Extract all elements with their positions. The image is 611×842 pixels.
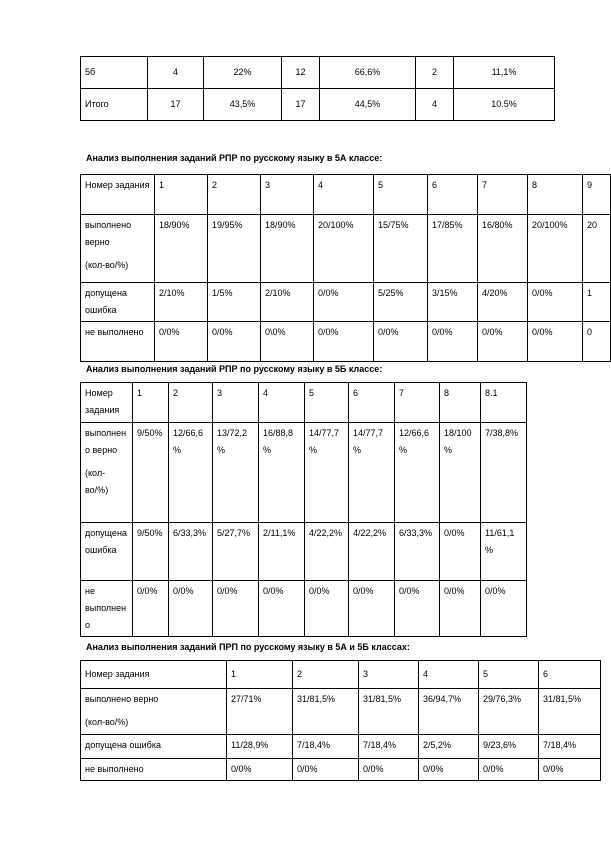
table-cell: 4	[416, 89, 454, 121]
table-cell: 0/0%	[528, 283, 583, 322]
table-cell: 4/22,2%	[349, 523, 395, 581]
table-row	[81, 215, 611, 283]
table-cell: 5	[305, 383, 349, 423]
table-cell: 7/18,4%	[359, 735, 419, 759]
table-cell: 7	[395, 383, 440, 423]
table-cell: Номер задания	[81, 175, 155, 215]
table-cell: 18/90%	[155, 215, 208, 283]
row-label: выполнено верно	[85, 694, 159, 704]
table-row	[81, 735, 601, 759]
table-cell: 10.5%	[454, 89, 555, 121]
table-cell: 4	[419, 661, 479, 689]
table-row	[81, 523, 527, 581]
table-cell: 31/81,5%	[293, 689, 359, 735]
table-cell: 3	[261, 175, 314, 215]
table-cell: 20	[583, 215, 611, 283]
table-cell: 2/5,2%	[419, 735, 479, 759]
table-cell: 17	[282, 89, 320, 121]
table-cell: 3	[359, 661, 419, 689]
table-cell: Итого	[81, 89, 148, 121]
table-row	[81, 283, 611, 322]
table-cell: 19/95%	[208, 215, 261, 283]
table-cell: 5	[374, 175, 428, 215]
table-cell: 11,1%	[454, 57, 555, 89]
table-cell: 13/72,2%	[213, 423, 259, 523]
table-cell: 3	[213, 383, 259, 423]
table-cell: 6	[349, 383, 395, 423]
table-cell: 2	[208, 175, 261, 215]
table-cell: 18/100%	[440, 423, 481, 523]
table-cell: 29/76,3%	[479, 689, 539, 735]
table-cell: 0/0%	[359, 759, 419, 781]
results-table-5a	[80, 174, 611, 362]
table-cell	[81, 423, 133, 523]
table-cell	[81, 689, 227, 735]
table-cell: 4/22,2%	[305, 523, 349, 581]
table-cell: Номер задания	[81, 661, 227, 689]
table-cell: 2/11,1%	[259, 523, 305, 581]
table-cell: 0/0%	[374, 322, 428, 362]
table-cell: 7/38,8%	[481, 423, 527, 523]
table-cell: 0/0%	[227, 759, 293, 781]
table-cell: допущена ошибка	[81, 523, 133, 581]
table-cell: 12/66,6%	[169, 423, 213, 523]
table-cell: 0/0%	[259, 581, 305, 637]
table-row	[81, 661, 601, 689]
table-cell: 7/18,4%	[293, 735, 359, 759]
table-cell: 9/50%	[133, 423, 169, 523]
table-cell: 1	[133, 383, 169, 423]
table-row	[81, 322, 611, 362]
table-cell: 0/0%	[314, 283, 374, 322]
table-cell: 2	[293, 661, 359, 689]
table-cell: 0/0%	[479, 759, 539, 781]
table-row	[81, 175, 611, 215]
table-cell: 0/0%	[440, 581, 481, 637]
table-cell: 66,6%	[320, 57, 416, 89]
table-cell: 9/23,6%	[479, 735, 539, 759]
table-cell: 18/90%	[261, 215, 314, 283]
results-table-5b	[80, 382, 527, 637]
table-cell: 20/100%	[528, 215, 583, 283]
table-cell: 0/0%	[305, 581, 349, 637]
table-cell: 11/61,1%	[481, 523, 527, 581]
table-cell: 1	[155, 175, 208, 215]
table-cell: 1	[227, 661, 293, 689]
table-cell: 0/0%	[395, 581, 440, 637]
table-cell: 12	[282, 57, 320, 89]
row-unit: (кол-во/%)	[85, 260, 129, 270]
table-cell: 0/0%	[314, 322, 374, 362]
section-heading-5a: Анализ выполнения заданий РПР по русскому языку в 5А классе:	[86, 153, 383, 163]
results-table-5ab	[80, 660, 601, 781]
section-heading-5ab: Анализ выполнения заданий ПРП по русскому языку в 5А и 5Б классах:	[86, 642, 410, 652]
row-label: выполнено верно	[85, 220, 132, 247]
table-cell: 6/33,3%	[395, 523, 440, 581]
table-cell: 9	[583, 175, 611, 215]
table-cell: 0/0%	[293, 759, 359, 781]
table-cell: 0/0%	[208, 322, 261, 362]
table-cell: 5б	[81, 57, 148, 89]
table-cell: 2/10%	[155, 283, 208, 322]
table-row	[81, 423, 527, 523]
table-row	[81, 581, 527, 637]
table-cell: 6	[428, 175, 478, 215]
summary-table	[80, 56, 555, 121]
table-cell: 16/80%	[478, 215, 528, 283]
table-row	[81, 89, 555, 121]
table-cell: 0/0%	[155, 322, 208, 362]
table-cell: 0/0%	[213, 581, 259, 637]
table-cell: не выполнено	[81, 322, 155, 362]
table-cell: допущена ошибка	[81, 283, 155, 322]
table-cell: 16/88,8%	[259, 423, 305, 523]
table-cell: 31/81,5%	[539, 689, 601, 735]
table-row	[81, 57, 555, 89]
table-cell: 7	[478, 175, 528, 215]
table-cell: не выполнено	[81, 581, 133, 637]
row-label: выполнено верно	[85, 428, 127, 455]
table-cell: 5/25%	[374, 283, 428, 322]
table-cell: 8.1	[481, 383, 527, 423]
table-cell: 5/27,7%	[213, 523, 259, 581]
table-cell: 1/5%	[208, 283, 261, 322]
table-cell: 31/81,5%	[359, 689, 419, 735]
row-unit: (кол-во/%)	[85, 717, 129, 727]
table-cell: 43,5%	[204, 89, 282, 121]
table-cell: 0/0%	[440, 523, 481, 581]
table-cell: 8	[528, 175, 583, 215]
table-cell: 0/0%	[169, 581, 213, 637]
table-cell: 12/66,6%	[395, 423, 440, 523]
table-row	[81, 383, 527, 423]
table-cell: 14/77,7%	[349, 423, 395, 523]
table-row	[81, 759, 601, 781]
table-cell: 0/0%	[428, 322, 478, 362]
section-heading-5b: Анализ выполнения заданий РПР по русскому языку в 5Б классе:	[86, 364, 383, 374]
table-cell: 17/85%	[428, 215, 478, 283]
table-cell: 2	[169, 383, 213, 423]
table-cell: 4	[314, 175, 374, 215]
row-unit: (кол-во/%)	[85, 468, 109, 495]
table-cell: 36/94,7%	[419, 689, 479, 735]
table-cell: 7/18,4%	[539, 735, 601, 759]
table-cell: 3/15%	[428, 283, 478, 322]
table-cell: 2/10%	[261, 283, 314, 322]
table-cell: 27/71%	[227, 689, 293, 735]
table-cell: 22%	[204, 57, 282, 89]
table-cell: 2	[416, 57, 454, 89]
table-cell: 17	[148, 89, 204, 121]
table-cell: 5	[479, 661, 539, 689]
table-cell: 9/50%	[133, 523, 169, 581]
table-cell: 4	[259, 383, 305, 423]
table-cell: 4/20%	[478, 283, 528, 322]
table-cell: 0/0%	[349, 581, 395, 637]
table-cell: 4	[148, 57, 204, 89]
table-cell: 1	[583, 283, 611, 322]
table-cell: 6/33,3%	[169, 523, 213, 581]
table-cell: 20/100%	[314, 215, 374, 283]
table-cell: 44,5%	[320, 89, 416, 121]
table-cell: 8	[440, 383, 481, 423]
table-cell: 0/0%	[481, 581, 527, 637]
table-cell: 0/0%	[133, 581, 169, 637]
table-cell: 0/0%	[478, 322, 528, 362]
table-cell: 0\0%	[261, 322, 314, 362]
table-cell: 0	[583, 322, 611, 362]
table-cell: 0/0%	[419, 759, 479, 781]
table-cell: 14/77,7%	[305, 423, 349, 523]
table-cell: 11/28,9%	[227, 735, 293, 759]
table-cell: Номер задания	[81, 383, 133, 423]
table-cell: допущена ошибка	[81, 735, 227, 759]
table-row	[81, 689, 601, 735]
table-cell	[81, 215, 155, 283]
table-cell: не выполнено	[81, 759, 227, 781]
table-cell: 0/0%	[528, 322, 583, 362]
table-cell: 15/75%	[374, 215, 428, 283]
table-cell: 6	[539, 661, 601, 689]
table-cell: 0/0%	[539, 759, 601, 781]
